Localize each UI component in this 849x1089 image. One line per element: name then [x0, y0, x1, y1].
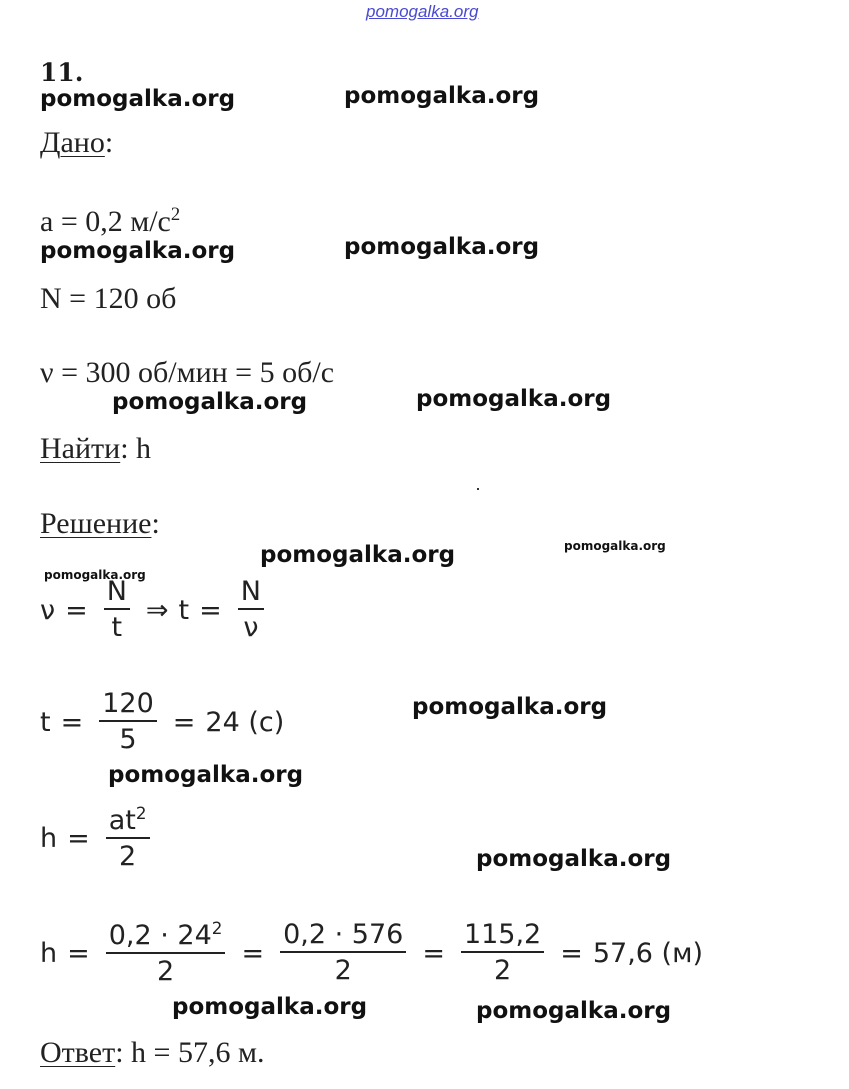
f1-fraction-1 — [104, 578, 130, 643]
f1-t: t — [178, 594, 190, 626]
f4-eq-3: = — [422, 937, 445, 969]
find-heading — [40, 432, 151, 466]
given-frequency: ν = 300 об/мин = 5 об/с — [40, 356, 335, 389]
acceleration-exponent: 2 — [170, 204, 181, 225]
formula-time-definition — [40, 578, 270, 643]
f1-implies: ⇒ — [145, 594, 169, 626]
solution-colon: : — [151, 507, 160, 540]
watermark: pomogalka.org — [344, 234, 540, 260]
find-target: : h — [120, 432, 152, 465]
problem-number: 11. — [40, 58, 84, 87]
watermark: pomogalka.org — [564, 539, 666, 553]
f4-fraction-2 — [280, 921, 406, 986]
acceleration-text: a = 0,2 м/с — [40, 205, 171, 238]
watermark: pomogalka.org — [40, 86, 236, 112]
f4-denominator-2: 2 — [334, 955, 352, 987]
watermark: pomogalka.org — [260, 542, 456, 568]
f3-fraction — [106, 805, 150, 872]
f4-eq-2: = — [241, 937, 265, 969]
f4-denominator-3: 2 — [493, 955, 512, 987]
watermark: pomogalka.org — [44, 568, 146, 582]
watermark: pomogalka.org — [40, 238, 236, 264]
f4-eq-4: = — [560, 937, 583, 969]
f2-eq: = — [60, 706, 84, 738]
solution-label: Решение — [40, 507, 152, 540]
f1-eq: = — [65, 594, 88, 626]
f3-numerator-exponent: 2 — [135, 803, 147, 823]
f1-numerator-1: N — [104, 578, 130, 610]
formula-height-value — [40, 920, 703, 987]
answer-value: : h = 57,6 м. — [115, 1036, 265, 1069]
watermark: pomogalka.org — [476, 998, 672, 1024]
f2-eq-2: = — [172, 706, 196, 738]
f4-fraction-1 — [106, 920, 226, 987]
given-heading — [40, 126, 113, 160]
stray-dot — [477, 488, 479, 490]
f4-lhs: h — [40, 937, 58, 969]
f4-fraction-3 — [461, 921, 544, 986]
f3-numerator-base: at — [108, 805, 136, 836]
f2-lhs: t — [40, 706, 51, 738]
f4-numerator-2: 0,2 · 576 — [280, 921, 406, 953]
watermark-link-top[interactable]: pomogalka.org — [366, 2, 479, 21]
f2-denominator: 5 — [119, 724, 137, 756]
f4-eq: = — [67, 937, 90, 969]
f1-lhs: ν — [40, 594, 56, 626]
f4-numerator-1-base: 0,2 · 24 — [108, 920, 212, 951]
formula-height — [40, 805, 156, 872]
f3-lhs: h — [40, 822, 58, 854]
f2-result: 24 (с) — [205, 706, 285, 738]
watermark: pomogalka.org — [476, 846, 672, 872]
find-label: Найти — [40, 432, 121, 465]
f1-denominator-2: ν — [243, 612, 259, 644]
answer-line — [40, 1036, 264, 1070]
f4-denominator-1: 2 — [157, 956, 175, 988]
given-colon: : — [104, 126, 114, 159]
f3-eq: = — [67, 822, 90, 854]
f1-numerator-2: N — [238, 578, 264, 610]
answer-label: Ответ — [40, 1036, 116, 1069]
f2-fraction — [99, 690, 157, 755]
f4-numerator-1 — [106, 920, 226, 954]
watermark: pomogalka.org — [412, 694, 608, 720]
f1-denominator-1: t — [111, 612, 123, 644]
given-label: Дано — [40, 126, 105, 159]
watermark: pomogalka.org — [108, 762, 304, 788]
watermark: pomogalka.org — [172, 994, 368, 1020]
watermark: pomogalka.org — [416, 386, 612, 412]
f2-numerator: 120 — [99, 690, 157, 722]
watermark: pomogalka.org — [344, 83, 540, 109]
f1-eq-2: = — [199, 594, 222, 626]
given-revolutions: N = 120 об — [40, 282, 177, 315]
f4-numerator-1-exponent: 2 — [211, 918, 223, 938]
f4-numerator-3: 115,2 — [461, 921, 544, 953]
solution-heading — [40, 507, 160, 541]
given-acceleration — [40, 204, 180, 239]
f1-fraction-2 — [238, 578, 264, 643]
f3-denominator: 2 — [119, 841, 137, 873]
f4-result: 57,6 (м) — [592, 937, 703, 969]
formula-time-value — [40, 690, 284, 755]
watermark: pomogalka.org — [112, 389, 308, 415]
f3-numerator — [106, 805, 150, 839]
